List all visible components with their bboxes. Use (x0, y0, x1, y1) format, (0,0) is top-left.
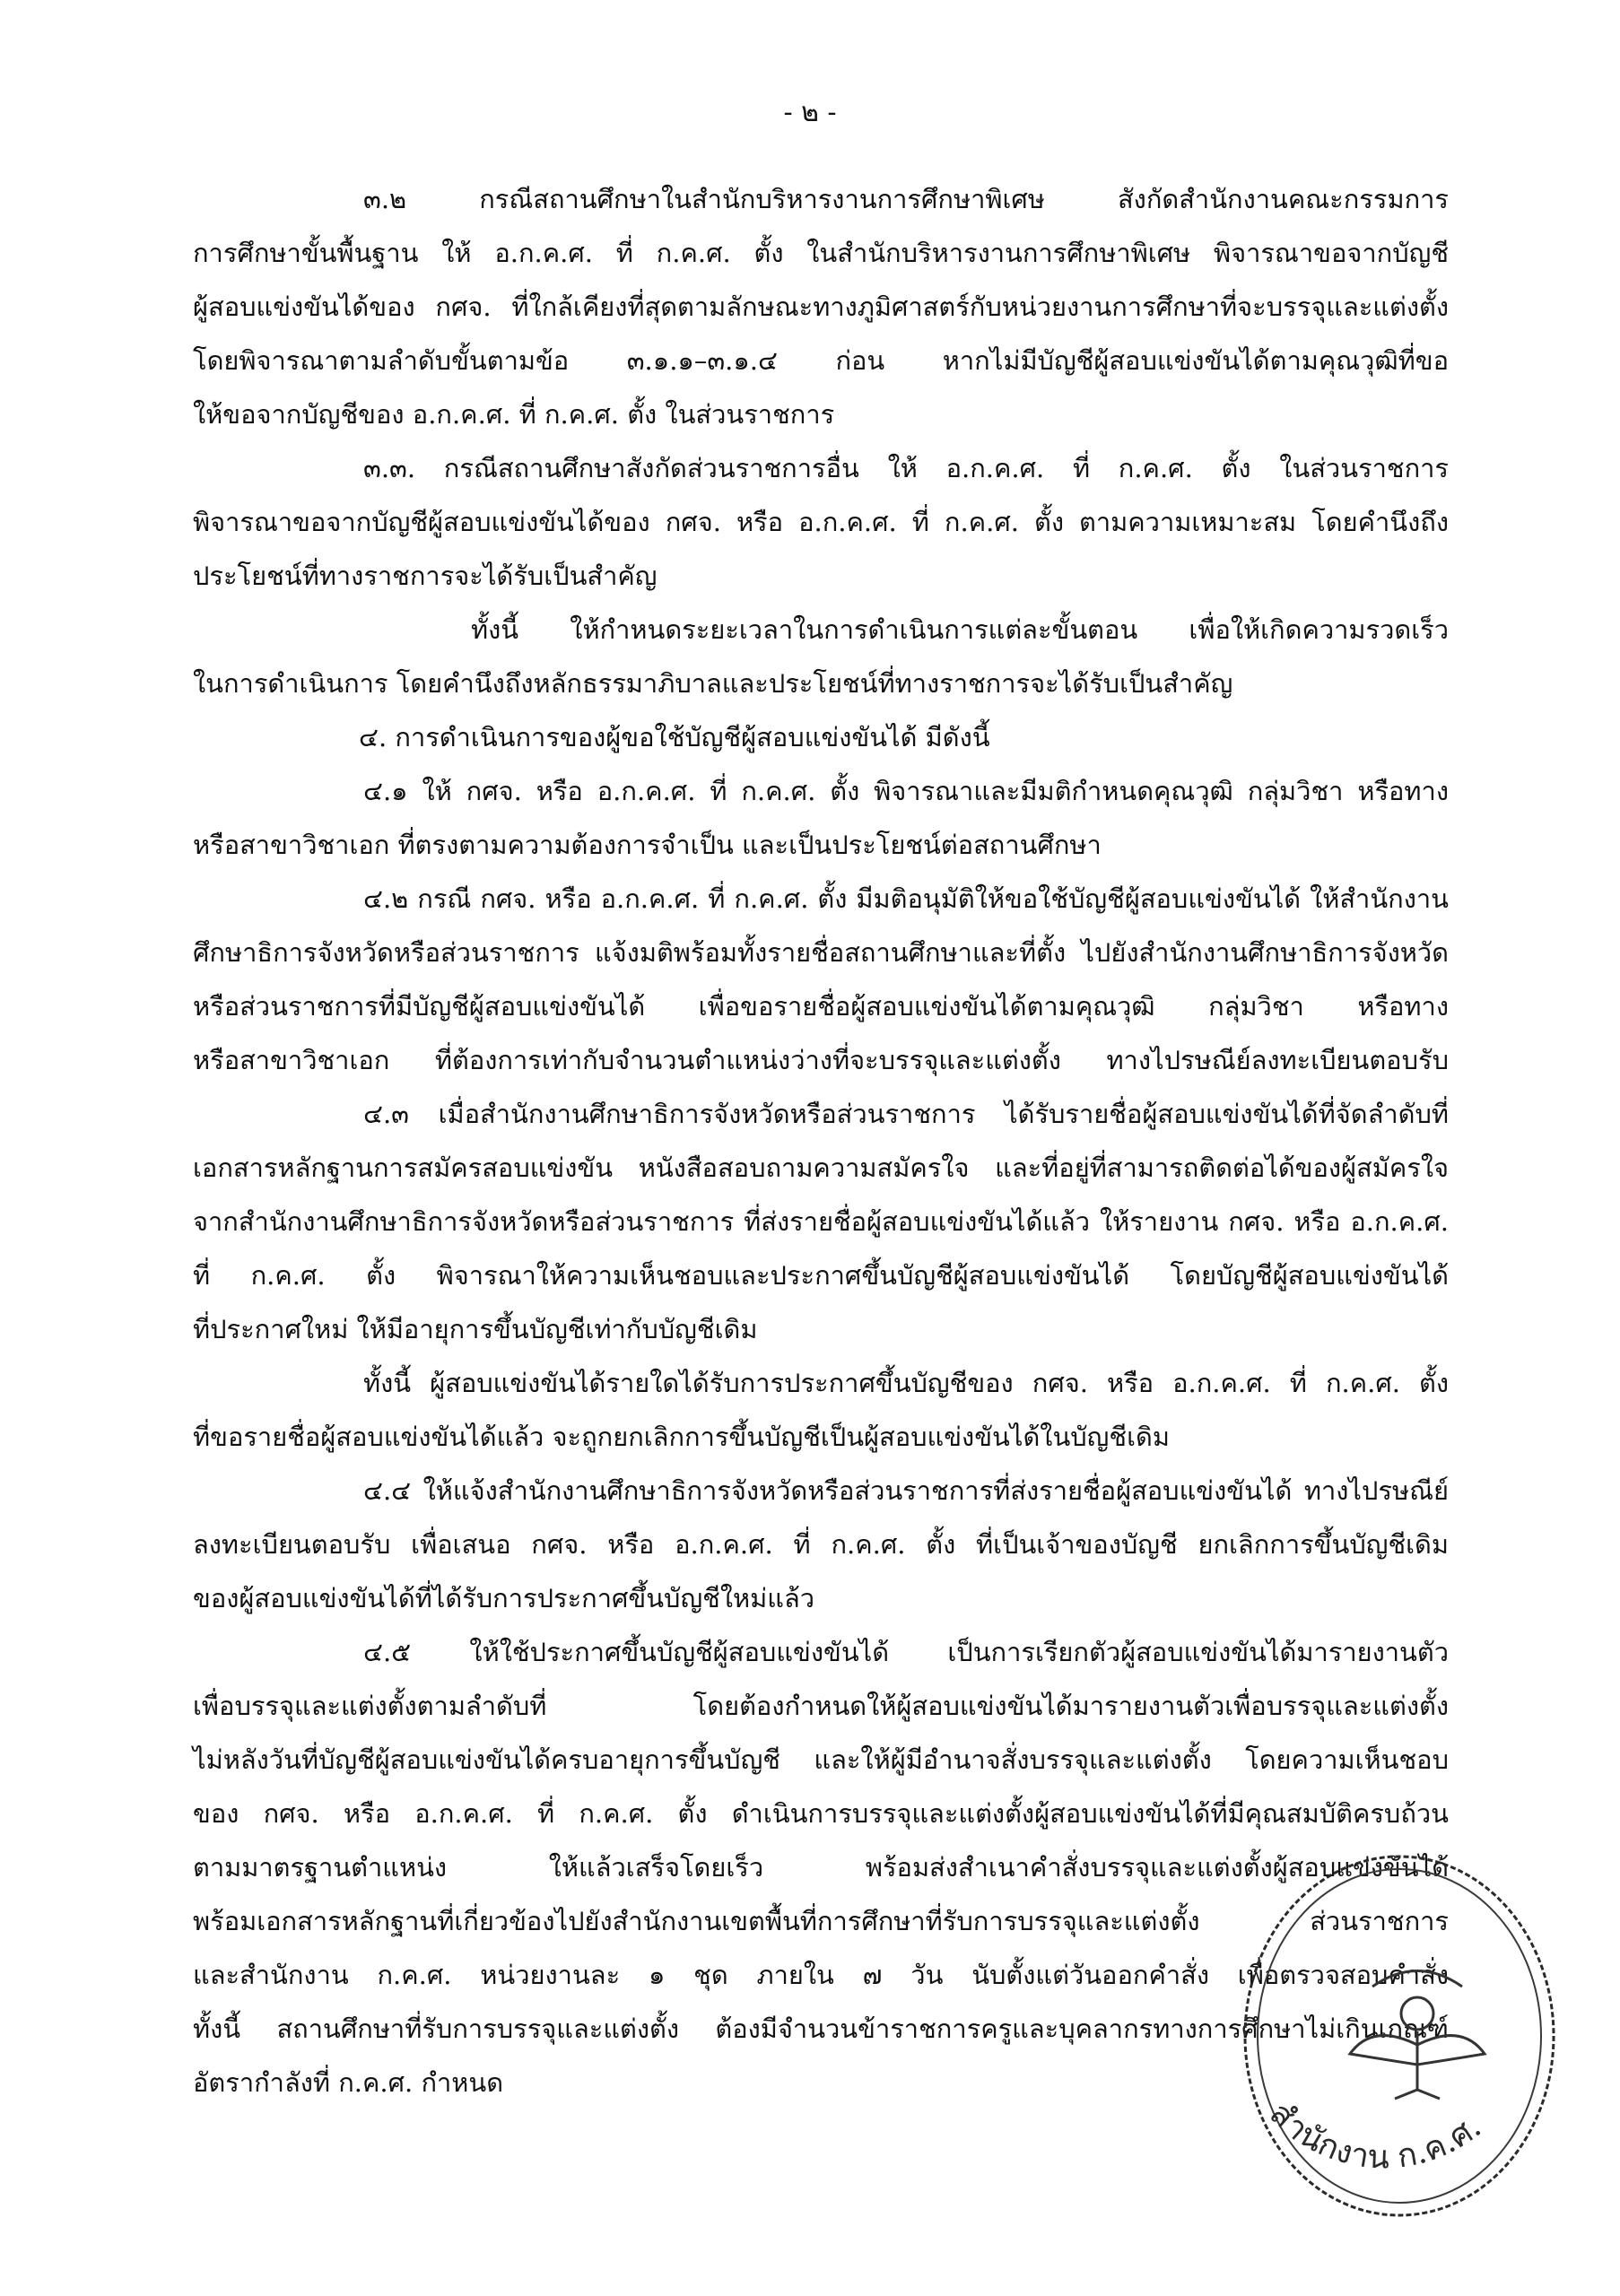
text-line: หรือสาขาวิชาเอก ที่ตรงตามความต้องการจำเป็น และเป็นประโยชน์ต่อสถานศึกษา (193, 830, 1102, 860)
text-line: ทั้งนี้ ผู้สอบแข่งขันได้รายใดได้รับการประกาศขึ้นบัญชีของ กศจ. หรือ อ.ก.ค.ศ. ที่ ก.ค.ศ. ตั้ง (363, 1368, 1449, 1398)
seal-caption: สำนักงาน ก.ค.ศ. (1262, 2095, 1488, 2177)
text-line: ที่ขอรายชื่อผู้สอบแข่งขันได้แล้ว จะถูกยกเลิกการขึ้นบัญชีเป็นผู้สอบแข่งขันได้ในบัญชีเดิม (193, 1422, 1170, 1452)
text-line: ๔.๑ ให้ กศจ. หรือ อ.ก.ค.ศ. ที่ ก.ค.ศ. ตั้ง พิจารณาและมีมติกำหนดคุณวุฒิ กลุ่มวิชา หรือทาง (363, 776, 1449, 806)
text-line: ตามมาตรฐานตำแหน่ง ให้แล้วเสร็จโดยเร็ว พร้อมส่งสำเนาคำสั่งบรรจุและแต่งตั้งผู้สอบแข่งขันได้ (193, 1852, 1449, 1883)
text-line: ๓.๓. กรณีสถานศึกษาสังกัดส่วนราชการอื่น ให้ อ.ก.ค.ศ. ที่ ก.ค.ศ. ตั้ง ในส่วนราชการ (363, 453, 1449, 483)
text-line: ในการดำเนินการ โดยคำนึงถึงหลักธรรมาภิบาลและประโยชน์ที่ทางราชการจะได้รับเป็นสำคัญ (193, 668, 1233, 699)
text-line: ผู้สอบแข่งขันได้ของ กศจ. ที่ใกล้เคียงที่สุดตามลักษณะทางภูมิศาสตร์กับหน่วยงานการศึกษาที่จะบรรจุและแต่งตั้ง (193, 291, 1449, 322)
text-line: ๔.๒ กรณี กศจ. หรือ อ.ก.ค.ศ. ที่ ก.ค.ศ. ตั้ง มีมติอนุมัติให้ขอใช้บัญชีผู้สอบแข่งขันได้ ให้สำนักงาน (363, 883, 1449, 914)
text-line: โดยพิจารณาตามลำดับขั้นตามข้อ ๓.๑.๑–๓.๑.๔ ก่อน หากไม่มีบัญชีผู้สอบแข่งขันได้ตามคุณวุฒิที่ขอ (193, 345, 1449, 376)
text-line: ๓.๒ กรณีสถานศึกษาในสำนักบริหารงานการศึกษาพิเศษ สังกัดสำนักงานคณะกรรมการ (363, 184, 1449, 214)
text-line: ของ กศจ. หรือ อ.ก.ค.ศ. ที่ ก.ค.ศ. ตั้ง ดำเนินการบรรจุและแต่งตั้งผู้สอบแข่งขันได้ที่มีคุณสมบัติครบถ้วน (193, 1798, 1449, 1829)
page-number: - ๒ - (783, 97, 837, 128)
text-line: และสำนักงาน ก.ค.ศ. หน่วยงานละ ๑ ชุด ภายใน ๗ วัน นับตั้งแต่วันออกคำสั่ง เพื่อตรวจสอบคำสั่ง (193, 1960, 1449, 1990)
text-line: ที่ประกาศใหม่ ให้มีอายุการขึ้นบัญชีเท่ากับบัญชีเดิม (193, 1314, 758, 1344)
document-body (193, 172, 1449, 2109)
text-line: จากสำนักงานศึกษาธิการจังหวัดหรือส่วนราชการ ที่ส่งรายชื่อผู้สอบแข่งขันได้แล้ว ให้รายงาน กศจ. หรือ อ.ก.ค.ศ. (193, 1206, 1449, 1237)
text-line: ให้ขอจากบัญชีของ อ.ก.ค.ศ. ที่ ก.ค.ศ. ตั้ง ในส่วนราชการ (193, 399, 835, 430)
text-line: ไม่หลังวันที่บัญชีผู้สอบแข่งขันได้ครบอายุการขึ้นบัญชี และให้ผู้มีอำนาจสั่งบรรจุและแต่งตั้ง โดยความเห็นชอบ (193, 1744, 1449, 1775)
text-line: อัตรากำลังที่ ก.ค.ศ. กำหนด (193, 2067, 504, 2098)
text-line: ๔.๔ ให้แจ้งสำนักงานศึกษาธิการจังหวัดหรือส่วนราชการที่ส่งรายชื่อผู้สอบแข่งขันได้ ทางไปรษณีย์ (363, 1475, 1449, 1506)
text-line: ลงทะเบียนตอบรับ เพื่อเสนอ กศจ. หรือ อ.ก.ค.ศ. ที่ ก.ค.ศ. ตั้ง ที่เป็นเจ้าของบัญชี ยกเลิกการขึ้นบัญชีเดิม (193, 1529, 1449, 1560)
text-line: หรือสาขาวิชาเอก ที่ต้องการเท่ากับจำนวนตำแหน่งว่างที่จะบรรจุและแต่งตั้ง ทางไปรษณีย์ลงทะเบียนตอบรับ (193, 1045, 1449, 1075)
text-line: หรือส่วนราชการที่มีบัญชีผู้สอบแข่งขันได้ เพื่อขอรายชื่อผู้สอบแข่งขันได้ตามคุณวุฒิ กลุ่มวิชา หรือทาง (193, 991, 1449, 1022)
text-line: ๔.๕ ให้ใช้ประกาศขึ้นบัญชีผู้สอบแข่งขันได้ เป็นการเรียกตัวผู้สอบแข่งขันได้มารายงานตัว (363, 1637, 1449, 1667)
text-line: ที่ ก.ค.ศ. ตั้ง พิจารณาให้ความเห็นชอบและประกาศขึ้นบัญชีผู้สอบแข่งขันได้ โดยบัญชีผู้สอบแข่งขันได้ (193, 1260, 1449, 1291)
text-line: ของผู้สอบแข่งขันได้ที่ได้รับการประกาศขึ้นบัญชีใหม่แล้ว (193, 1583, 814, 1613)
text-line: เพื่อบรรจุและแต่งตั้งตามลำดับที่ โดยต้องกำหนดให้ผู้สอบแข่งขันได้มารายงานตัวเพื่อบรรจุและแต่งตั้ง (193, 1691, 1449, 1721)
text-line: ทั้งนี้ สถานศึกษาที่รับการบรรจุและแต่งตั้ง ต้องมีจำนวนข้าราชการครูและบุคลากรทางการศึกษาไม่เกินเกณฑ์ (193, 2013, 1449, 2044)
text-line: พิจารณาขอจากบัญชีผู้สอบแข่งขันได้ของ กศจ. หรือ อ.ก.ค.ศ. ที่ ก.ค.ศ. ตั้ง ตามความเหมาะสม โดยคำนึงถึง (193, 507, 1449, 537)
text-line: พร้อมเอกสารหลักฐานที่เกี่ยวข้องไปยังสำนักงานเขตพื้นที่การศึกษาที่รับการบรรจุและแต่งตั้ง ส่วนราชการ (193, 1906, 1449, 1936)
text-line: ๔. การดำเนินการของผู้ขอใช้บัญชีผู้สอบแข่งขันได้ มีดังนี้ (359, 722, 990, 752)
text-line: เอกสารหลักฐานการสมัครสอบแข่งขัน หนังสือสอบถามความสมัครใจ และที่อยู่ที่สามารถติดต่อได้ของผู้สมัครใจ (193, 1152, 1449, 1183)
text-line: การศึกษาขั้นพื้นฐาน ให้ อ.ก.ค.ศ. ที่ ก.ค.ศ. ตั้ง ในสำนักบริหารงานการศึกษาพิเศษ พิจารณาขอจากบัญชี (193, 238, 1449, 268)
text-line: ศึกษาธิการจังหวัดหรือส่วนราชการ แจ้งมติพร้อมทั้งรายชื่อสถานศึกษาและที่ตั้ง ไปยังสำนักงานศึกษาธิการจังหวัด (193, 937, 1449, 968)
text-line: ๔.๓ เมื่อสำนักงานศึกษาธิการจังหวัดหรือส่วนราชการ ได้รับรายชื่อผู้สอบแข่งขันได้ที่จัดลำดับที่ (363, 1099, 1449, 1129)
text-line: ทั้งนี้ ให้กำหนดระยะเวลาในการดำเนินการแต่ละขั้นตอน เพื่อให้เกิดความรวดเร็ว (471, 614, 1449, 645)
text-line: ประโยชน์ที่ทางราชการจะได้รับเป็นสำคัญ (193, 561, 658, 591)
